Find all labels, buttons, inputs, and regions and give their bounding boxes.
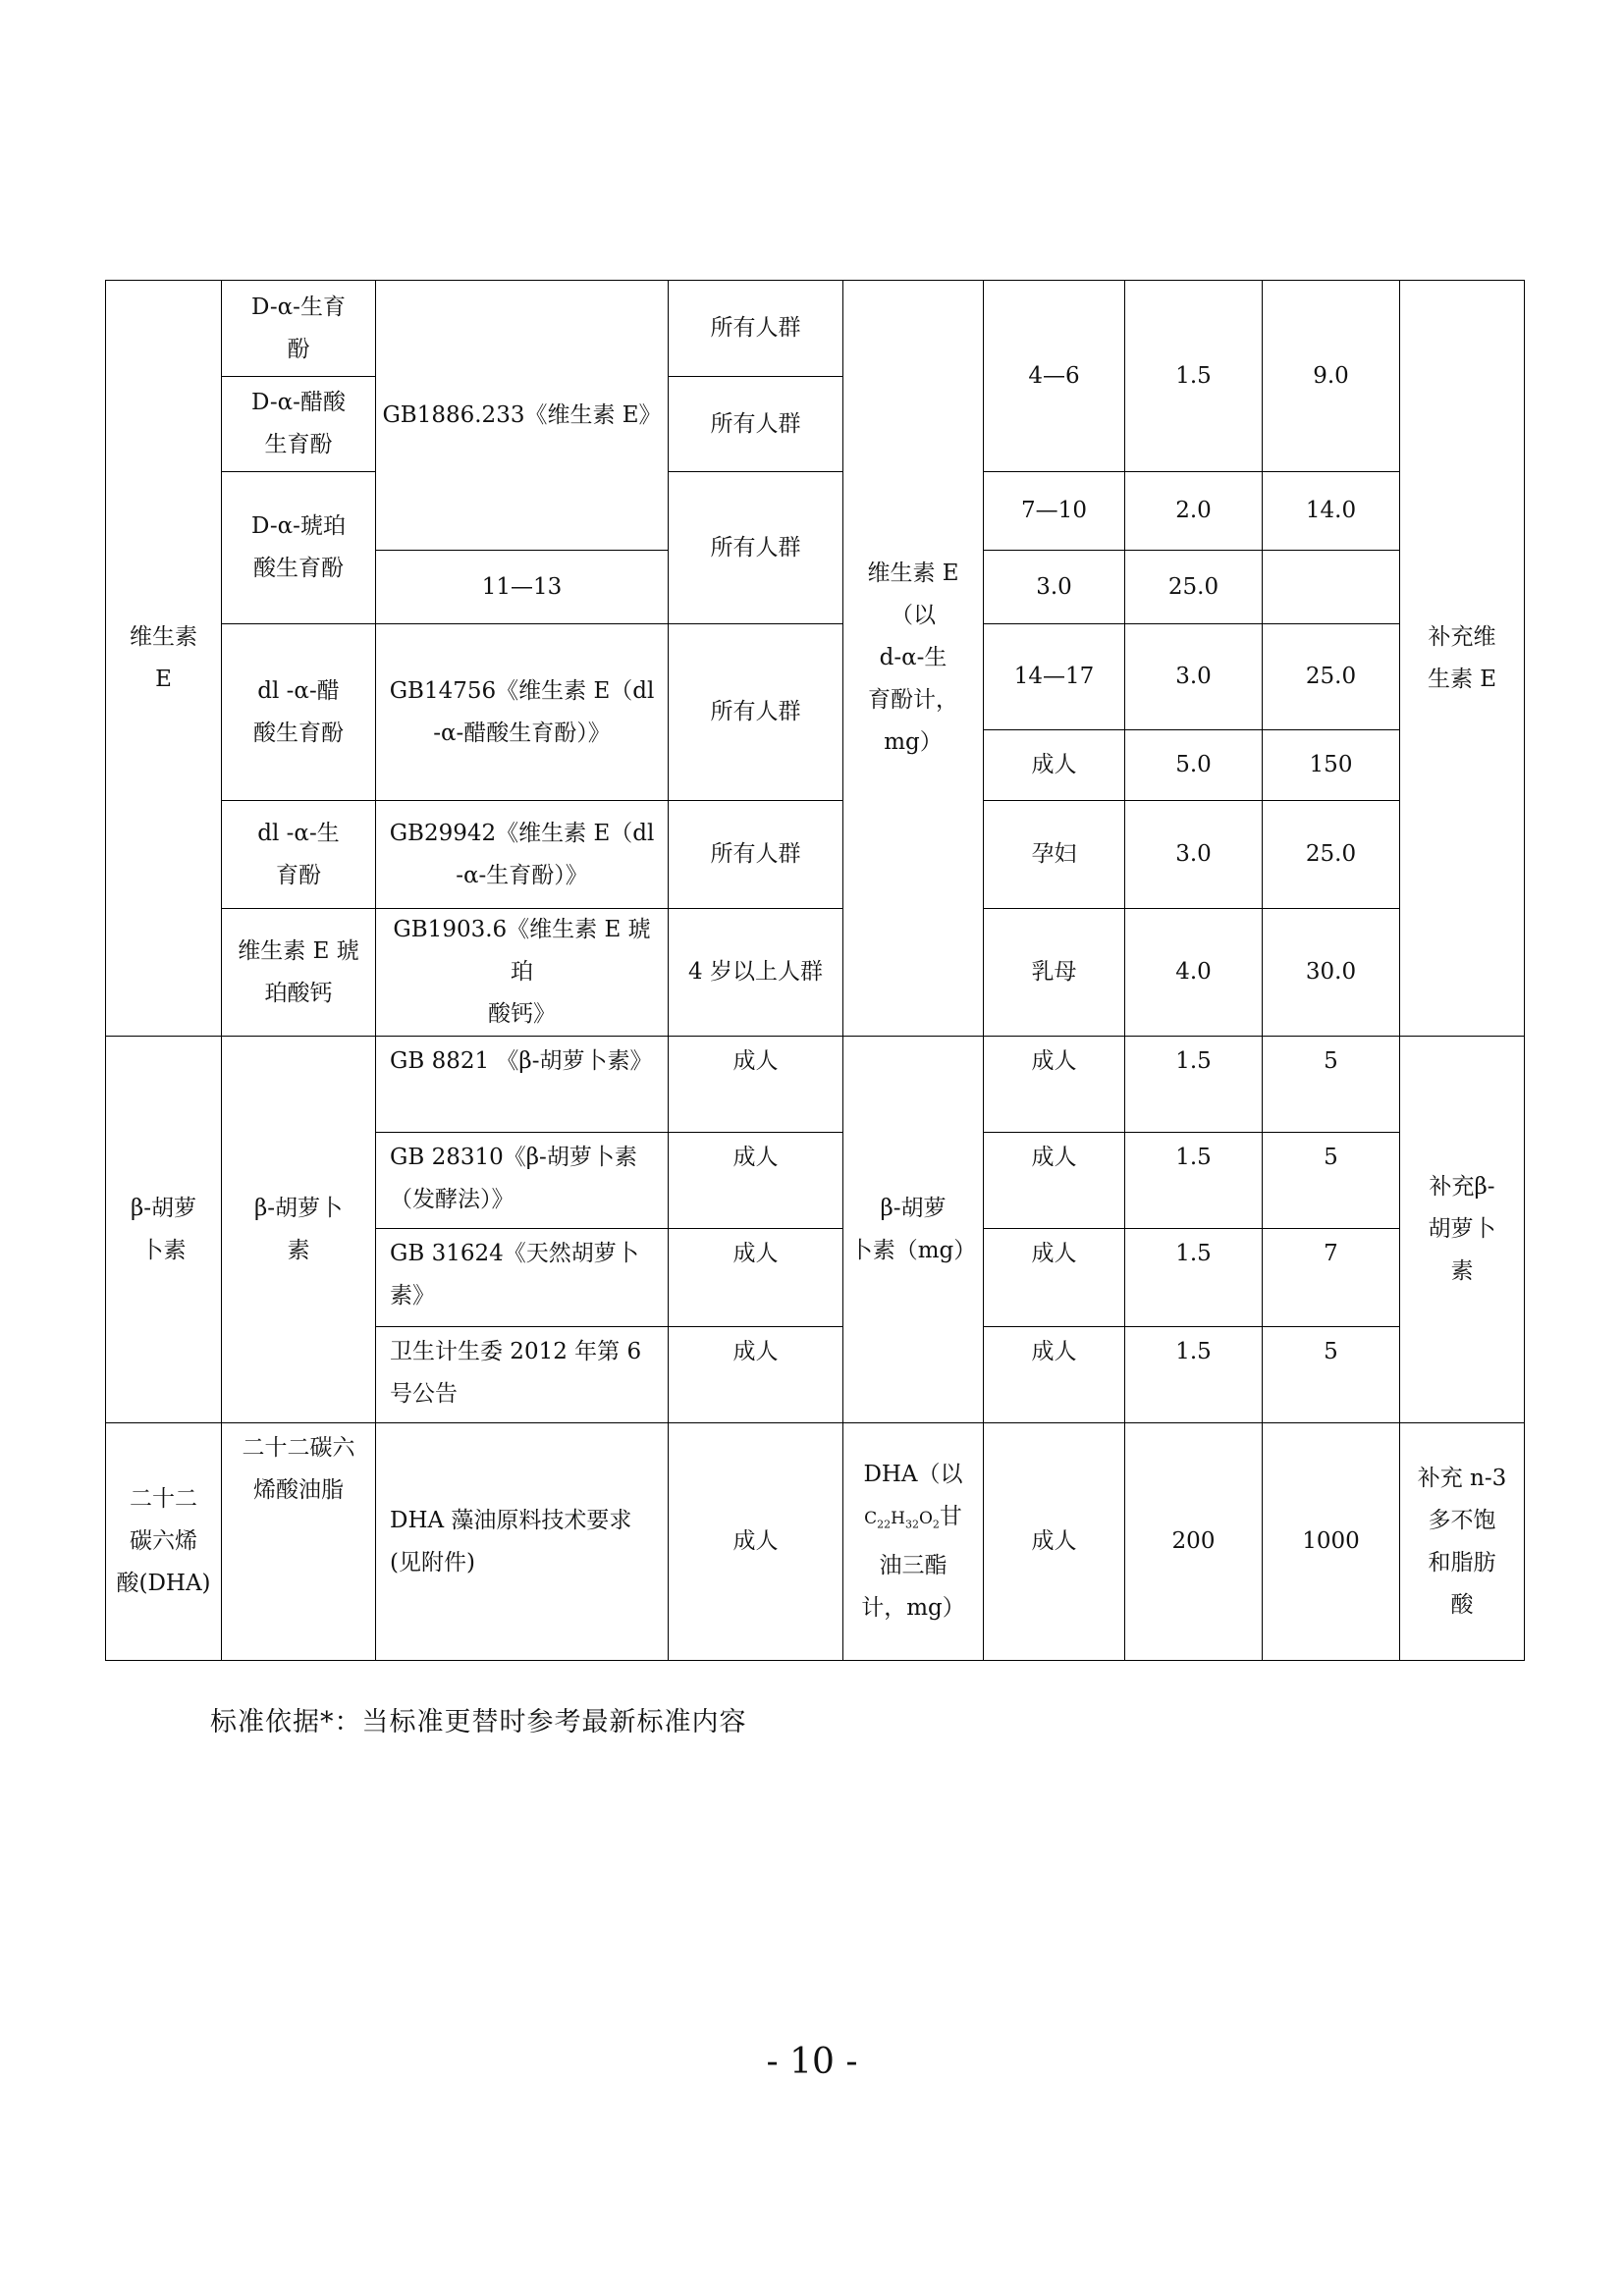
- age-cell: 成人: [984, 1133, 1125, 1229]
- max-value-cell: 30.0: [1263, 909, 1400, 1037]
- min-value-cell: 3.0: [984, 551, 1125, 624]
- compound-cell: dl -α-生 育酚: [222, 801, 376, 909]
- compound-cell: dl -α-醋 酸生育酚: [222, 624, 376, 801]
- min-value-cell: 1.5: [1125, 281, 1263, 472]
- age-cell: 7—10: [984, 472, 1125, 551]
- max-value-cell: 9.0: [1263, 281, 1400, 472]
- population-cell: 所有人群: [669, 624, 843, 801]
- standard-cell: 卫生计生委 2012 年第 6 号公告: [376, 1327, 669, 1423]
- min-value-cell: 3.0: [1125, 801, 1263, 909]
- min-value-cell: 4.0: [1125, 909, 1263, 1037]
- table-row: [106, 801, 1525, 909]
- max-value-cell: 25.0: [1263, 801, 1400, 909]
- category-cell: β-胡萝 卜素: [106, 1037, 222, 1423]
- unit-cell: 维生素 E （以 d-α-生 育酚计， mg）: [843, 281, 984, 1037]
- population-cell: 所有人群: [669, 281, 843, 377]
- min-value-cell: 2.0: [1125, 472, 1263, 551]
- page-number: - 10 -: [766, 2042, 858, 2082]
- min-value-cell: 5.0: [1125, 730, 1263, 801]
- standard-cell: GB1903.6《维生素 E 琥珀 酸钙》: [376, 909, 669, 1037]
- function-cell: 补充维 生素 E: [1400, 281, 1525, 1037]
- standard-cell: GB1886.233《维生素 E》: [376, 281, 669, 551]
- max-value-cell: 5: [1263, 1133, 1400, 1229]
- compound-cell: D-α-生育 酚: [222, 281, 376, 377]
- age-cell: 4—6: [984, 281, 1125, 472]
- function-cell: 补充 n-3 多不饱 和脂肪 酸: [1400, 1423, 1525, 1661]
- min-value-cell: 3.0: [1125, 624, 1263, 730]
- table-row: [106, 1423, 1525, 1661]
- max-value-cell: 25.0: [1263, 624, 1400, 730]
- footnote: 标准依据*：当标准更替时参考最新标准内容: [210, 1707, 747, 1737]
- population-cell: 成人: [669, 1037, 843, 1133]
- compound-cell: D-α-琥珀 酸生育酚: [222, 472, 376, 624]
- table-row: [106, 909, 1525, 1037]
- table-row: [106, 472, 1525, 551]
- age-cell: 孕妇: [984, 801, 1125, 909]
- age-cell: 成人: [984, 1037, 1125, 1133]
- max-value-cell: 1000: [1263, 1423, 1400, 1661]
- category-cell: 二十二 碳六烯 酸(DHA): [106, 1423, 222, 1661]
- table-row: [106, 624, 1525, 730]
- unit-cell: β-胡萝 卜素（mg）: [843, 1037, 984, 1423]
- standard-cell: GB14756《维生素 E（dl -α-醋酸生育酚）》: [376, 624, 669, 801]
- age-cell: 成人: [984, 730, 1125, 801]
- min-value-cell: 200: [1125, 1423, 1263, 1661]
- max-value-cell: 25.0: [1125, 551, 1263, 624]
- max-value-cell: 150: [1263, 730, 1400, 801]
- compound-cell: β-胡萝卜 素: [222, 1037, 376, 1423]
- age-cell: 14—17: [984, 624, 1125, 730]
- function-cell: 补充β- 胡萝卜 素: [1400, 1037, 1525, 1423]
- standard-cell: GB 31624《天然胡萝卜 素》: [376, 1229, 669, 1327]
- population-cell: 成人: [669, 1423, 843, 1661]
- compound-cell: 二十二碳六 烯酸油脂: [222, 1423, 376, 1661]
- max-value-cell: 14.0: [1263, 472, 1400, 551]
- dha-formula: $C_{22}H_{32}O_2$甘: [864, 1503, 962, 1531]
- population-cell: 成人: [669, 1133, 843, 1229]
- category-cell: 维生素 E: [106, 281, 222, 1037]
- max-value-cell: 5: [1263, 1327, 1400, 1423]
- standard-cell: DHA 藻油原料技术要求 (见附件): [376, 1423, 669, 1661]
- population-cell: 所有人群: [669, 472, 843, 624]
- age-cell: 成人: [984, 1423, 1125, 1661]
- population-cell: 所有人群: [669, 377, 843, 472]
- standard-cell: GB29942《维生素 E（dl -α-生育酚）》: [376, 801, 669, 909]
- min-value-cell: 1.5: [1125, 1037, 1263, 1133]
- table-row: [106, 281, 1525, 377]
- population-cell: 4 岁以上人群: [669, 909, 843, 1037]
- standard-cell: GB 28310《β-胡萝卜素 （发酵法）》: [376, 1133, 669, 1229]
- min-value-cell: 1.5: [1125, 1229, 1263, 1327]
- age-cell: 11—13: [376, 551, 669, 624]
- min-value-cell: 1.5: [1125, 1133, 1263, 1229]
- max-value-cell: 5: [1263, 1037, 1400, 1133]
- age-cell: 成人: [984, 1327, 1125, 1423]
- nutrient-standard-table: [105, 280, 1525, 1661]
- unit-cell: DHA（以 $C_{22}H_{32}O_2$甘 油三酯 计，mg）: [843, 1423, 984, 1661]
- standard-cell: GB 8821 《β-胡萝卜素》: [376, 1037, 669, 1133]
- age-cell: 乳母: [984, 909, 1125, 1037]
- max-value-cell: 7: [1263, 1229, 1400, 1327]
- compound-cell: D-α-醋酸 生育酚: [222, 377, 376, 472]
- age-cell: 成人: [984, 1229, 1125, 1327]
- population-cell: 成人: [669, 1229, 843, 1327]
- compound-cell: 维生素 E 琥 珀酸钙: [222, 909, 376, 1037]
- population-cell: 成人: [669, 1327, 843, 1423]
- population-cell: 所有人群: [669, 801, 843, 909]
- table-row: [106, 1037, 1525, 1133]
- min-value-cell: 1.5: [1125, 1327, 1263, 1423]
